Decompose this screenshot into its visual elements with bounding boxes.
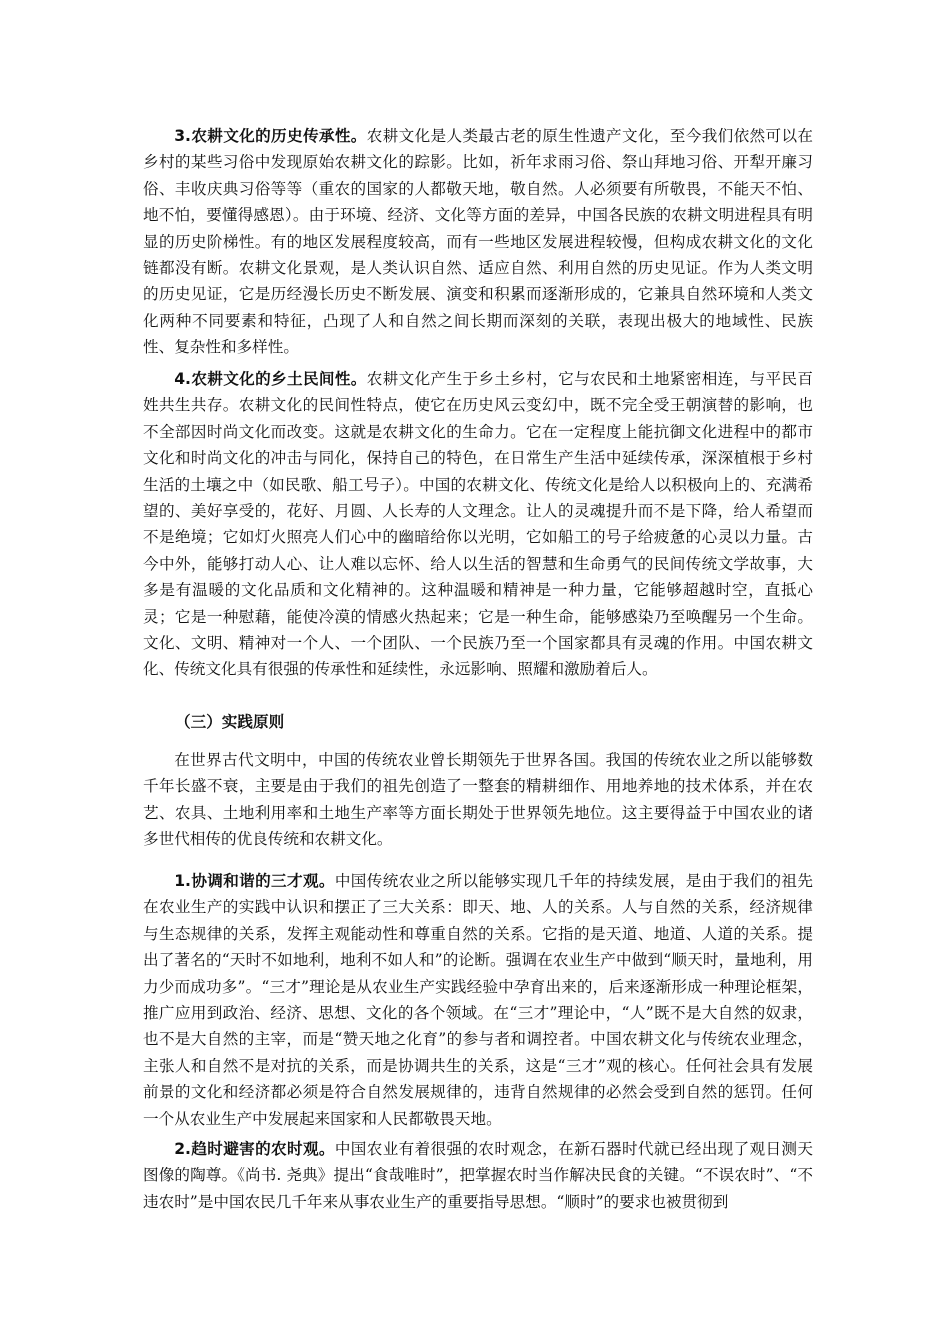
section-heading: （三）实践原则: [175, 713, 285, 731]
paragraph-body: 农耕文化产生于乡土乡村，它与农民和土地紧密相连，与平民百姓共生共存。农耕文化的民间性特点，使它在历史风云变幻中，既不完全受王朝演替的影响，也不全部因时尚文化而改变。这就是农耕文化的生命力。它在一定程度上能抗御文化进程中的都市文化和时尚文化的冲击与同化，保持自己的特色，在日常生产生活中延续传承，深深植根于乡村生活的土壤之中（如民歌、船工号子）。中国的农耕文化、传统文化是给人以积极向上的、充满希望的、美好享受的，花好、月圆、人长寿的人文理念。让人的灵魂提升而不是下降，给人希望而不是绝境；它如灯火照亮人们心中的幽暗给你以光明，它如船工的号子给疲惫的心灵以力量。古今中外，能够打动人心、让人难以忘怀、给人以生活的智慧和生命勇气的民间传统文学故事，大多是有温暖的文化品质和文化精神的。这种温暖和精神是一种力量，它能够超越时空，直抵心灵；它是一种慰藉，能使冷漠的情感火热起来；它是一种生命，能够感染乃至唤醒另一个生命。文化、文明、精神对一个人、一个团队、一个民族乃至一个国家都具有灵魂的作用。中国农耕文化、传统文化具有很强的传承性和延续性，永远影响、照耀和激励着后人。: [143, 370, 813, 679]
paragraph-lead: 1.协调和谐的三才观。: [174, 872, 335, 890]
paragraph-body: 中国传统农业之所以能够实现几千年的持续发展，是由于我们的祖先在农业生产的实践中认识和摆正了三大关系：即天、地、人的关系。人与自然的关系，经济规律与生态规律的关系，发挥主观能动性和尊重自然的关系。它指的是天道、地道、人道的关系。提出了著名的“天时不如地利，地利不如人和”的论断。强调在农业生产中做到“顺天时，量地利，用力少而成功多”。“三才”理论是从农业生产实践经验中孕育出来的，后来逐渐形成一种理论框架，推广应用到政治、经济、思想、文化的各个领域。在“三才”理论中，“人”既不是大自然的奴隶，也不是大自然的主宰，而是“赞天地之化育”的参与者和调控者。中国农耕文化与传统农业理念，主张人和自然不是对抗的关系，而是协调共生的关系，这是“三才”观的核心。任何社会具有发展前景的文化和经济都必须是符合自然发展规律的，违背自然规律的必然会受到自然的惩罚。任何一个从农业生产中发展起来国家和人民都敬畏天地。: [143, 872, 813, 1128]
paragraph-lead: 4.农耕文化的乡土民间性。: [174, 370, 367, 388]
paragraph-body: 中国农业有着很强的农时观念，在新石器时代就已经出现了观日测天图像的陶尊。《尚书. 尧典》提出“食哉唯时”，把掌握农时当作解决民食的关键。“不误农时”、“不违农时”是中国农民几千年来从事农业生产的重要指导思想。“顺时”的要求也被贯彻到: [143, 1140, 813, 1211]
paragraph-body: 在世界古代文明中，中国的传统农业曾长期领先于世界各国。我国的传统农业之所以能够数千年长盛不衰，主要是由于我们的祖先创造了一整套的精耕细作、用地养地的技术体系，并在农艺、农具、土地利用率和土地生产率等方面长期处于世界领先地位。这主要得益于中国农业的诸多世代相传的优良传统和农耕文化。: [143, 751, 813, 849]
paragraph-farming-season: [143, 1136, 813, 1215]
paragraph-body: 农耕文化是人类最古老的原生性遗产文化，至今我们依然可以在乡村的某些习俗中发现原始农耕文化的踪影。比如，祈年求雨习俗、祭山拜地习俗、开犁开廉习俗、丰收庆典习俗等等（重农的国家的人都敬天地，敬自然。人必须要有所敬畏，不能天不怕、地不怕，要懂得感恩）。由于环境、经济、文化等方面的差异，中国各民族的农耕文明进程具有明显的历史阶梯性。有的地区发展程度较高，而有一些地区发展进程较慢，但构成农耕文化的文化链都没有断。农耕文化景观，是人类认识自然、适应自然、利用自然的历史见证。作为人类文明的历史见证，它是历经漫长历史不断发展、演变和积累而逐渐形成的，它兼具自然环境和人类文化两种不同要素和特征，凸现了人和自然之间长期而深刻的关联，表现出极大的地域性、民族性、复杂性和多样性。: [143, 127, 813, 357]
paragraph-three-talents: [143, 868, 813, 1132]
paragraph-folk-locality: [143, 366, 813, 683]
paragraph-lead: 3.农耕文化的历史传承性。: [174, 127, 367, 145]
paragraph-lead: 2.趋时避害的农时观。: [174, 1140, 335, 1158]
paragraph-introduction: [143, 747, 813, 853]
paragraph-historical-inheritance: [143, 123, 813, 361]
